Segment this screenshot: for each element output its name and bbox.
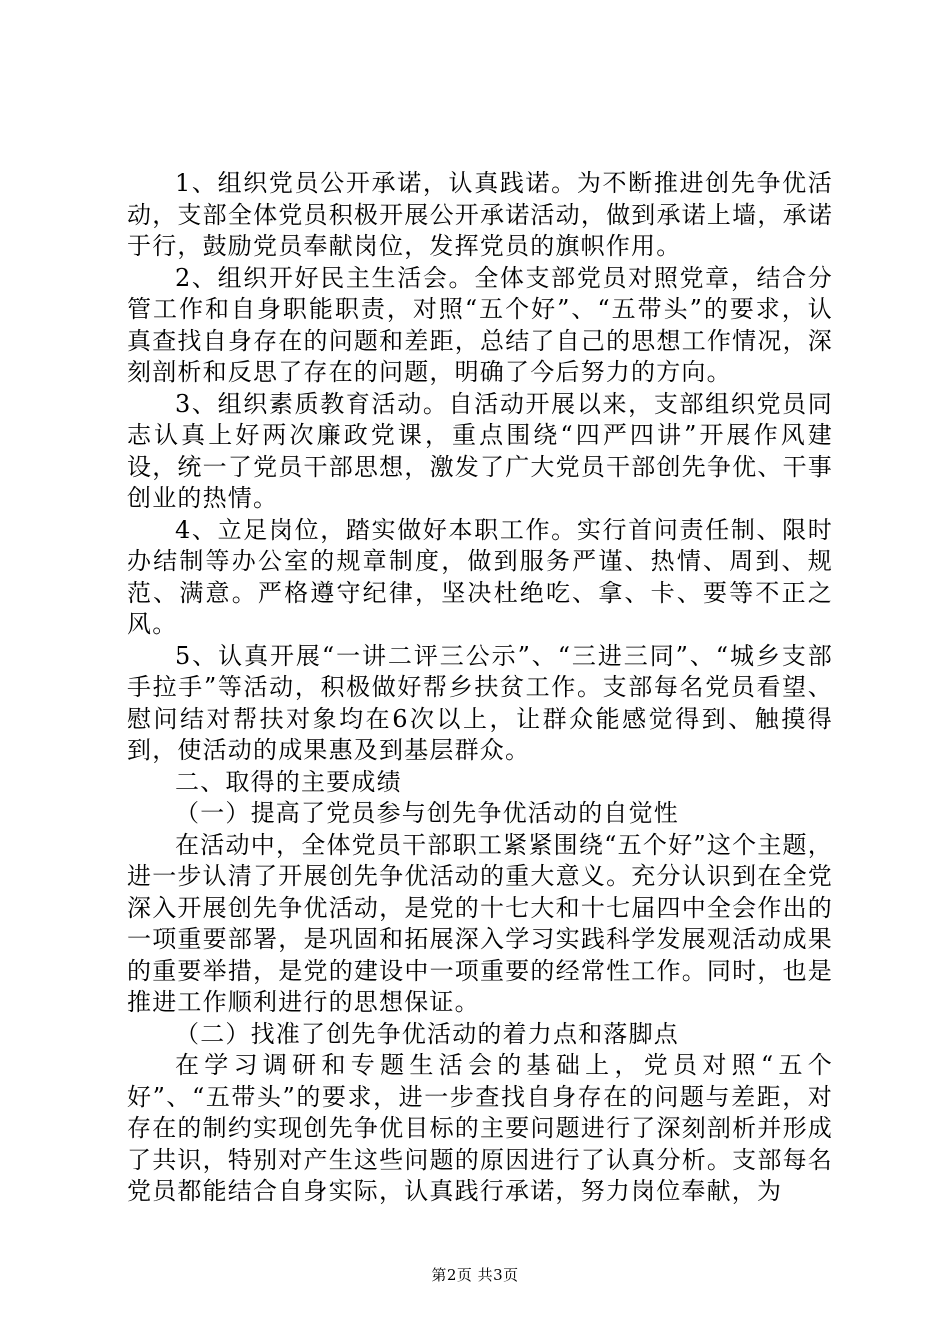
section-heading-achievements: 二、取得的主要成绩 xyxy=(175,767,402,796)
body-paragraph-1: 在活动中，全体党员干部职工紧紧围绕“五个好”这个主题，进一步认清了开展创先争优活动的重大意义。充分认识到在全党深入开展创先争优活动，是党的十七大和十七届四中全会作出的一项重要部署，是巩固和拓展深入学习实践科学发展观活动成果的重要举措，是党的建设中一项重要的经常性工作。同时，也是推进工作顺利进行的思想保证。 xyxy=(127,830,833,1016)
paragraph-item-1: 1、组织党员公开承诺，认真践诺。为不断推进创先争优活动，支部全体党员积极开展公开承诺活动，做到承诺上墙，承诺于行，鼓励党员奉献岗位，发挥党员的旗帜作用。 xyxy=(127,169,833,260)
subheading-2: （二）找准了创先争优活动的着力点和落脚点 xyxy=(175,1019,679,1048)
paragraph-item-4: 4、立足岗位，踏实做好本职工作。实行首问责任制、限时办结制等办公室的规章制度，做到服务严谨、热情、周到、规范、满意。严格遵守纪律，坚决杜绝吃、拿、卡、要等不正之风。 xyxy=(127,515,833,638)
subheading-1: （一）提高了党员参与创先争优活动的自觉性 xyxy=(175,799,679,827)
paragraph-item-3: 3、组织素质教育活动。自活动开展以来，支部组织党员同志认真上好两次廉政党课，重点围绕“四严四讲”开展作风建设，统一了党员干部思想，激发了广大党员干部创先争优、干事创业的热情。 xyxy=(127,389,833,512)
page-footer: 第2页 共3页 xyxy=(431,1266,519,1284)
body-paragraph-2: 在学习调研和专题生活会的基础上，党员对照“五个好”、“五带头”的要求，进一步查找自身存在的问题与差距，对存在的制约实现创先争优目标的主要问题进行了深刻剖析并形成了共识，特别对产生这些问题的原因进行了认真分析。支部每名党员都能结合自身实际，认真践行承诺，努力岗位奉献，为 xyxy=(127,1051,833,1205)
paragraph-item-2: 2、组织开好民主生活会。全体支部党员对照党章，结合分管工作和自身职能职责，对照“五个好”、“五带头”的要求，认真查找自身存在的问题和差距，总结了自己的思想工作情况，深刻剖析和反思了存在的问题，明确了今后努力的方向。 xyxy=(127,263,833,386)
paragraph-item-5: 5、认真开展“一讲二评三公示”、“三进三同”、“城乡支部手拉手”等活动，积极做好帮乡扶贫工作。支部每名党员看望、慰问结对帮扶对象均在6次以上，让群众能感觉得到、触摸得到，使活动的成果惠及到基层群众。 xyxy=(127,641,833,764)
document-body xyxy=(127,168,833,1208)
